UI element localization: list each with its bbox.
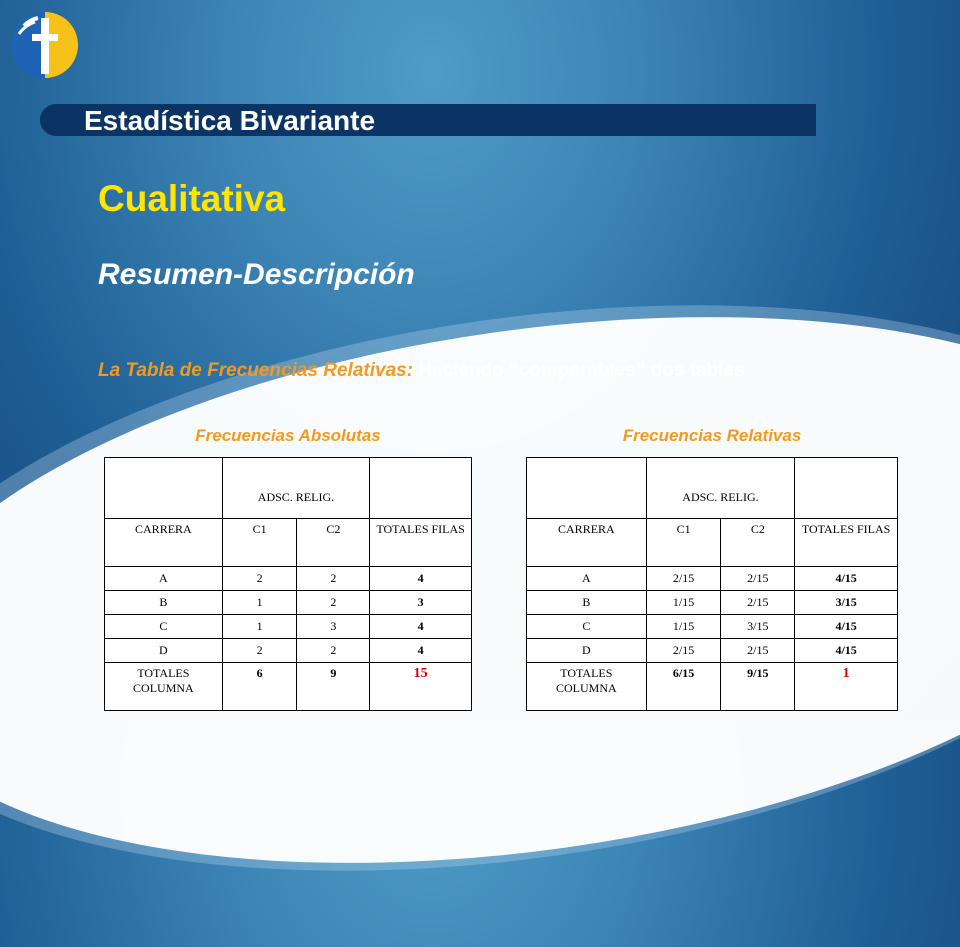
description-rest: Haciendo “comparables” dos tablas (413, 360, 745, 381)
table-cell: A (527, 567, 647, 591)
table-row (105, 591, 472, 615)
table-cell: 9 (297, 663, 370, 711)
table-cell: 4 (370, 615, 472, 639)
table-row (105, 615, 472, 639)
table-cell: C (105, 615, 223, 639)
table-cell: C (527, 615, 647, 639)
relative-table-title: Frecuencias Relativas (622, 426, 802, 445)
table-cell: 2/15 (721, 639, 795, 663)
grand-total-cell: 15 (370, 663, 472, 711)
table-cell: 2/15 (721, 567, 795, 591)
table-cell: B (527, 591, 647, 615)
table-row (527, 639, 898, 663)
table-cell: 1/15 (646, 615, 721, 639)
table-group-header: ADSC. RELIG. (222, 458, 369, 519)
table-cell: 1/15 (646, 591, 721, 615)
slide-title: Estadística Bivariante (84, 105, 376, 136)
table-cell (795, 458, 898, 519)
table-cell: 2 (297, 639, 370, 663)
table-row (527, 615, 898, 639)
table-cell (370, 458, 472, 519)
table-cell: 2/15 (721, 591, 795, 615)
table-cell: 4 (370, 639, 472, 663)
table-cell: 9/15 (721, 663, 795, 711)
table-row (527, 591, 898, 615)
table-cell: 4/15 (795, 567, 898, 591)
table-cell: 2 (297, 567, 370, 591)
table-row (105, 567, 472, 591)
table-cell: 6/15 (646, 663, 721, 711)
absolute-table-title: Frecuencias Absolutas (195, 426, 381, 445)
table-cell: TOTALES COLUMNA (105, 663, 223, 711)
table-row (527, 567, 898, 591)
table-cell: 3 (297, 615, 370, 639)
table-cell: 2 (297, 591, 370, 615)
title-bar (40, 104, 816, 136)
column-header: CARRERA (105, 519, 223, 567)
column-header: C2 (297, 519, 370, 567)
university-logo-icon (10, 10, 80, 80)
table-cell: 2/15 (646, 567, 721, 591)
table-cell: 1 (222, 591, 297, 615)
table-cell: 4/15 (795, 615, 898, 639)
description-highlight: La Tabla de Frecuencias Relativas: (98, 360, 414, 381)
column-header: CARRERA (527, 519, 647, 567)
section-subheading: Resumen-Descripción (98, 258, 415, 291)
section-heading: Cualitativa (98, 178, 286, 219)
table-cell: 2 (222, 639, 297, 663)
column-header: TOTALES FILAS (370, 519, 472, 567)
absolute-frequency-table (104, 457, 472, 711)
table-cell: 4 (370, 567, 472, 591)
grand-total-cell: 1 (795, 663, 898, 711)
totals-row (527, 663, 898, 711)
table-cell: D (105, 639, 223, 663)
table-cell: D (527, 639, 647, 663)
table-row (105, 639, 472, 663)
column-header: C1 (646, 519, 721, 567)
table-cell (105, 458, 223, 519)
column-header: C2 (721, 519, 795, 567)
table-cell: 2 (222, 567, 297, 591)
column-header: C1 (222, 519, 297, 567)
description (98, 360, 745, 382)
table-cell: TOTALES COLUMNA (527, 663, 647, 711)
table-cell (527, 458, 647, 519)
table-cell: 4/15 (795, 639, 898, 663)
table-cell: 3/15 (721, 615, 795, 639)
totals-row (105, 663, 472, 711)
table-cell: 6 (222, 663, 297, 711)
table-cell: 3/15 (795, 591, 898, 615)
table-cell: 3 (370, 591, 472, 615)
table-cell: B (105, 591, 223, 615)
column-header: TOTALES FILAS (795, 519, 898, 567)
table-cell: A (105, 567, 223, 591)
table-cell: 1 (222, 615, 297, 639)
relative-frequency-table (526, 457, 898, 711)
table-group-header: ADSC. RELIG. (646, 458, 795, 519)
table-cell: 2/15 (646, 639, 721, 663)
